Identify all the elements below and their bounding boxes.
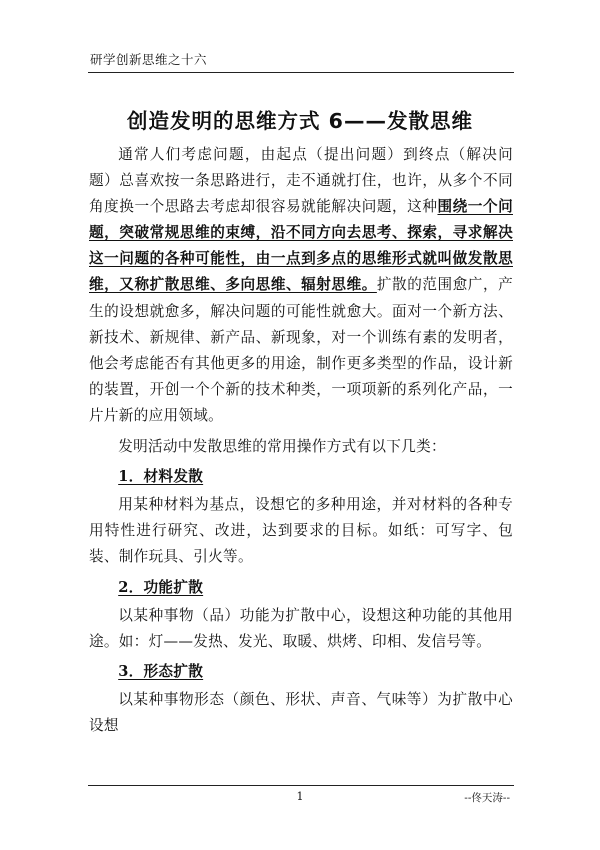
intro-paragraph [89,142,513,429]
section-heading-function: 2．功能扩散 [118,578,204,596]
intro-text-start: 通常人们考虑问题，由起点（提出问题）到终点（解决问题）总喜欢按一条思路进行，走不通就打住，也许，从多个不同角度换一个思路去考虑却很容易就能解决问题，这种 [89,146,513,216]
footer-divider [88,785,514,786]
header-divider [88,72,514,73]
section-heading-material: 1．材料发散 [118,468,204,486]
section-text-form: 以某种事物形态（颜色、形状、声音、气味等）为扩散中心设想 [89,690,513,734]
intro-text-end: 扩散的范围愈广，产生的设想就愈多，解决问题的可能性就愈大。面对一个新方法、新技术、新规律、新产品、新现象，对一个训练有素的发明者，他会考虑能否有其他更多的用途，制作更多类型的作品，设计新的装置，开创一个个新的技术种类，一项项新的系列化产品，一片片新的应用领域。 [89,276,514,424]
document-title: 创造发明的思维方式 6——发散思维 [127,109,473,133]
section-text-material: 用某种材料为基点，设想它的多种用途，并对材料的各种专用特性进行研究、改进，达到要求的目标。如纸：可写字、包装、制作玩具、引火等。 [89,496,513,566]
lead-in-paragraph: 发明活动中发散思维的常用操作方式有以下几类： [118,438,446,456]
document-body [89,142,513,739]
section-heading-form: 3．形态扩散 [118,662,204,680]
footer-author: --佟天涛-- [464,792,510,804]
page-number: 1 [296,790,304,803]
section-text-function: 以某种事物（品）功能为扩散中心，设想这种功能的其他用途。如：灯——发热、发光、取暖、烘烤、印相、发信号等。 [89,606,513,650]
intro-highlight-definition: 围绕一个问题，突破常规思维的束缚，沿不同方向去思考、探索，寻求解决这一问题的各种可能性，由一点到多点的思维形式就叫做发散思维，又称扩散思维、多向思维、辐射思维。 [89,198,513,294]
header-series-title: 研学创新思维之十六 [90,52,208,67]
